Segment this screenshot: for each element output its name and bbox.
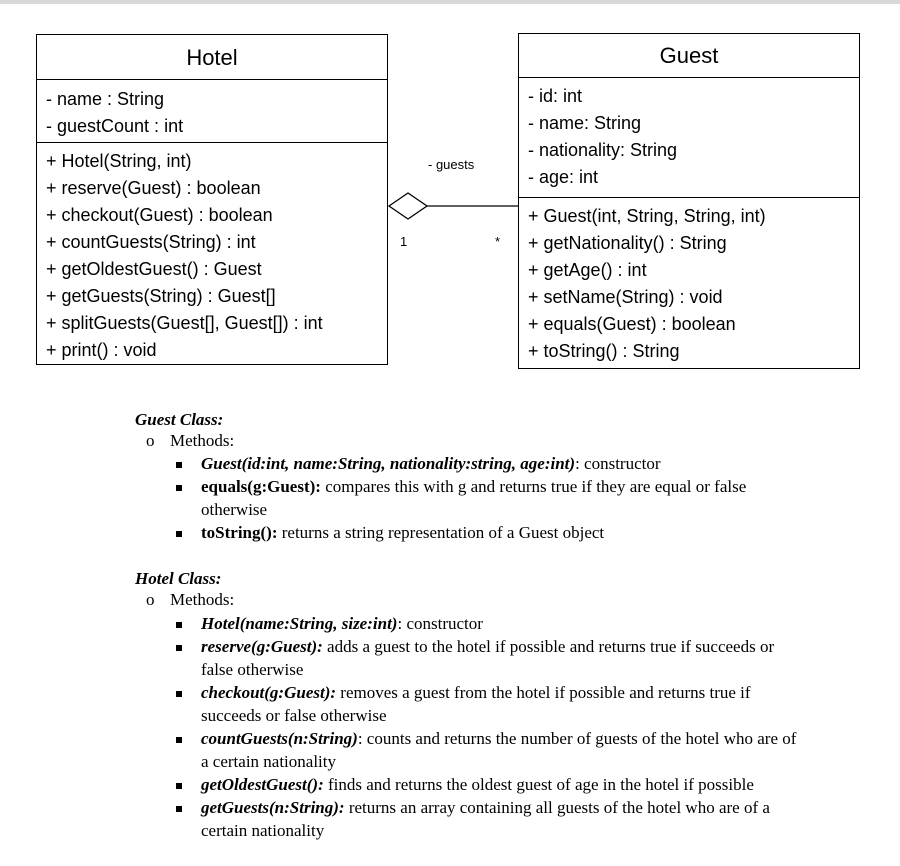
guest-attribute: - name: String: [528, 113, 642, 133]
square-bullet-icon: [176, 737, 182, 743]
hotel-attribute: - name : String: [46, 89, 165, 109]
hotel-method: + Hotel(String, int): [46, 151, 192, 171]
guest-class-heading: Guest Class:: [135, 410, 224, 429]
hotel-method-description: reserve(g:Guest): adds a guest to the hotel if possible and returns true if succeeds or false otherwise: [201, 637, 775, 679]
hotel-method: + getGuests(String) : Guest[]: [46, 286, 276, 306]
square-bullet-icon: [176, 806, 182, 812]
guest-class-name: Guest: [519, 34, 859, 78]
guest-method: + getNationality() : String: [528, 233, 727, 253]
hotel-method: + splitGuests(Guest[], Guest[]) : int: [46, 313, 323, 333]
hotel-method: + checkout(Guest) : boolean: [46, 205, 273, 225]
guest-method: + toString() : String: [528, 341, 680, 361]
square-bullet-icon: [176, 622, 182, 628]
square-bullet-icon: [176, 531, 182, 537]
hotel-methods-heading: o Methods:: [146, 590, 235, 609]
hotel-attribute: - guestCount : int: [46, 116, 184, 136]
guest-method: + getAge() : int: [528, 260, 647, 280]
hotel-method-description: countGuests(n:String): counts and returns the number of guests of the hotel who are of a certain nationality: [201, 729, 797, 771]
guest-method-description: Guest(id:int, name:String, nationality:string, age:int): constructor: [201, 454, 661, 473]
hotel-method-description: Hotel(name:String, size:int): constructor: [201, 614, 483, 633]
guest-methods-heading: o Methods:: [146, 431, 235, 450]
guest-method: + Guest(int, String, String, int): [528, 206, 766, 226]
hotel-class-name: Hotel: [37, 35, 387, 80]
guest-attribute: - age: int: [528, 167, 599, 187]
guest-multiplicity: *: [495, 234, 501, 249]
guest-method-description: equals(g:Guest): compares this with g and returns true if they are equal or false otherwise: [201, 477, 747, 519]
guest-method: + setName(String) : void: [528, 287, 723, 307]
hotel-method: + countGuests(String) : int: [46, 232, 256, 252]
square-bullet-icon: [176, 485, 182, 491]
circle-bullet-icon: o: [146, 590, 155, 609]
square-bullet-icon: [176, 645, 182, 651]
guest-attribute: - id: int: [528, 86, 583, 106]
square-bullet-icon: [176, 691, 182, 697]
aggregation-diamond: [389, 193, 427, 219]
hotel-method-description: checkout(g:Guest): removes a guest from the hotel if possible and returns true if succeeds or false otherwise: [201, 683, 751, 725]
guest-attribute: - nationality: String: [528, 140, 678, 160]
circle-bullet-icon: o: [146, 431, 155, 450]
association-role-label: - guests: [428, 157, 475, 172]
hotel-class-heading: Hotel Class:: [135, 569, 222, 588]
guest-method-description: toString(): returns a string representation of a Guest object: [201, 523, 605, 542]
hotel-method: + print() : void: [46, 340, 157, 360]
guest-method: + equals(Guest) : boolean: [528, 314, 736, 334]
hotel-multiplicity: 1: [400, 234, 408, 249]
square-bullet-icon: [176, 462, 182, 468]
hotel-method-description: getOldestGuest(): finds and returns the oldest guest of age in the hotel if possible: [201, 775, 754, 794]
hotel-method: + reserve(Guest) : boolean: [46, 178, 261, 198]
hotel-method: + getOldestGuest() : Guest: [46, 259, 262, 279]
hotel-method-description: getGuests(n:String): returns an array containing all guests of the hotel who are of a certain nationality: [201, 798, 770, 840]
square-bullet-icon: [176, 783, 182, 789]
